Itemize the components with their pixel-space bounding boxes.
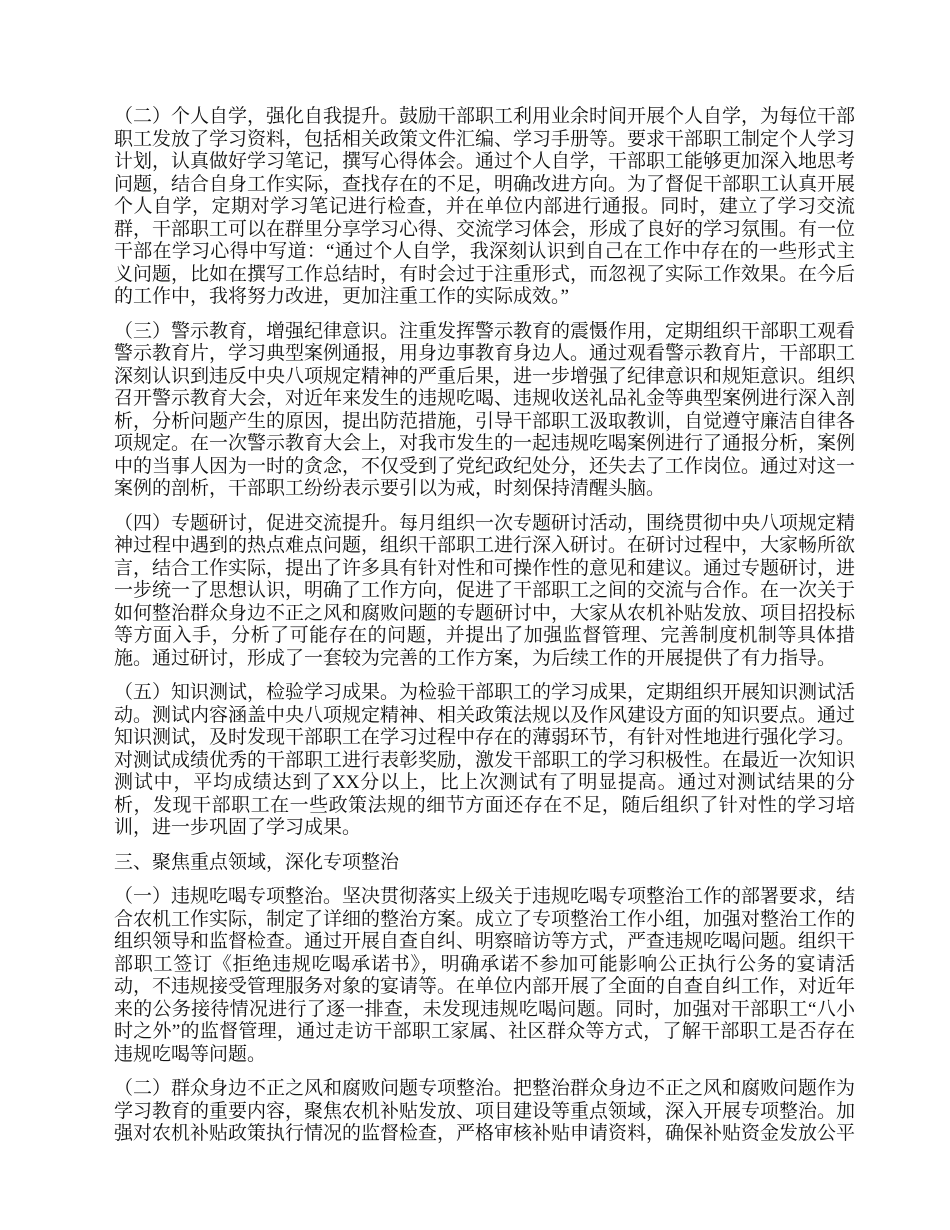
paragraph-warning-education: （三）警示教育，增强纪律意识。注重发挥警示教育的震慑作用，定期组织干部职工观看警示教育片，学习典型案例通报，用身边事教育身边人。通过观看警示教育片，干部职工深刻认识到违反中央八项规定精神的严重后果，进一步增强了纪律意识和规矩意识。组织召开警示教育大会，对近年来发生的违规吃喝、违规收送礼品礼金等典型案例进行深入剖析，分析问题产生的原因，提出防范措施，引导干部职工汲取教训，自觉遵守廉洁自律各项规定。在一次警示教育大会上，对我市发生的一起违规吃喝案例进行了通报分析，案例中的当事人因为一时的贪念，不仅受到了党纪政纪处分，还失去了工作岗位。通过对这一案例的剖析，干部职工纷纷表示要引以为戒，时刻保持清醒头脑。 xyxy=(114,320,856,499)
paragraph-seminar: （四）专题研讨，促进交流提升。每月组织一次专题研讨活动，围绕贯彻中央八项规定精神过程中遇到的热点难点问题，组织干部职工进行深入研讨。在研讨过程中，大家畅所欲言，结合工作实际，提出了许多具有针对性和可操作性的意见和建议。通过专题研讨，进一步统一了思想认识，明确了工作方向，促进了干部职工之间的交流与合作。在一次关于如何整治群众身边不正之风和腐败问题的专题研讨中，大家从农机补贴发放、项目招投标等方面入手，分析了可能存在的问题，并提出了加强监督管理、完善制度机制等具体措施。通过研讨，形成了一套较为完善的工作方案，为后续工作的开展提供了有力指导。 xyxy=(114,512,856,669)
section-heading-focus-areas: 三、聚焦重点领域，深化专项整治 xyxy=(114,851,400,873)
paragraph-self-study: （二）个人自学，强化自我提升。鼓励干部职工利用业余时间开展个人自学，为每位干部职工发放了学习资料，包括相关政策文件汇编、学习手册等。要求干部职工制定个人学习计划，认真做好学习笔记，撰写心得体会。通过个人自学，干部职工能够更加深入地思考问题，结合自身工作实际，查找存在的不足，明确改进方向。为了督促干部职工认真开展个人自学，定期对学习笔记进行检查，并在单位内部进行通报。同时，建立了学习交流群，干部职工可以在群里分享学习心得、交流学习体会，形成了良好的学习氛围。有一位干部在学习心得中写道：“通过个人自学，我深刻认识到自己在工作中存在的一些形式主义问题，比如在撰写工作总结时，有时会过于注重形式，而忽视了实际工作效果。在今后的工作中，我将努力改进，更加注重工作的实际成效。” xyxy=(114,106,856,307)
paragraph-corruption-rectification: （二）群众身边不正之风和腐败问题专项整治。把整治群众身边不正之风和腐败问题作为学习教育的重要内容，聚焦农机补贴发放、项目建设等重点领域，深入开展专项整治。加强对农机补贴政策执行情况的监督检查，严格审核补贴申请资料，确保补贴资金发放公平 xyxy=(114,1078,856,1144)
paragraph-knowledge-test: （五）知识测试，检验学习成果。为检验干部职工的学习成果，定期组织开展知识测试活动。测试内容涵盖中央八项规定精神、相关政策法规以及作风建设方面的知识要点。通过知识测试，及时发现干部职工在学习过程中存在的薄弱环节，有针对性地进行强化学习。对测试成绩优秀的干部职工进行表彰奖励，激发干部职工的学习积极性。在最近一次知识测试中，平均成绩达到了XX分以上，比上次测试有了明显提高。通过对测试结果的分析，发现干部职工在一些政策法规的细节方面还存在不足，随后组织了针对性的学习培训，进一步巩固了学习成果。 xyxy=(114,682,856,838)
paragraph-illegal-dining-rectification: （一）违规吃喝专项整治。坚决贯彻落实上级关于违规吃喝专项整治工作的部署要求，结合农机工作实际，制定了详细的整治方案。成立了专项整治工作小组，加强对整治工作的组织领导和监督检查。通过开展自查自纠、明察暗访等方式，严查违规吃喝问题。组织干部职工签订《拒绝违规吃喝承诺书》，明确承诺不参加可能影响公正执行公务的宴请活动，不违规接受管理服务对象的宴请等。在单位内部开展了全面的自查自纠工作，对近年来的公务接待情况进行了逐一排查，未发现违规吃喝问题。同时，加强对干部职工“八小时之外”的监督管理，通过走访干部职工家属、社区群众等方式，了解干部职工是否存在违规吃喝等问题。 xyxy=(114,886,856,1065)
